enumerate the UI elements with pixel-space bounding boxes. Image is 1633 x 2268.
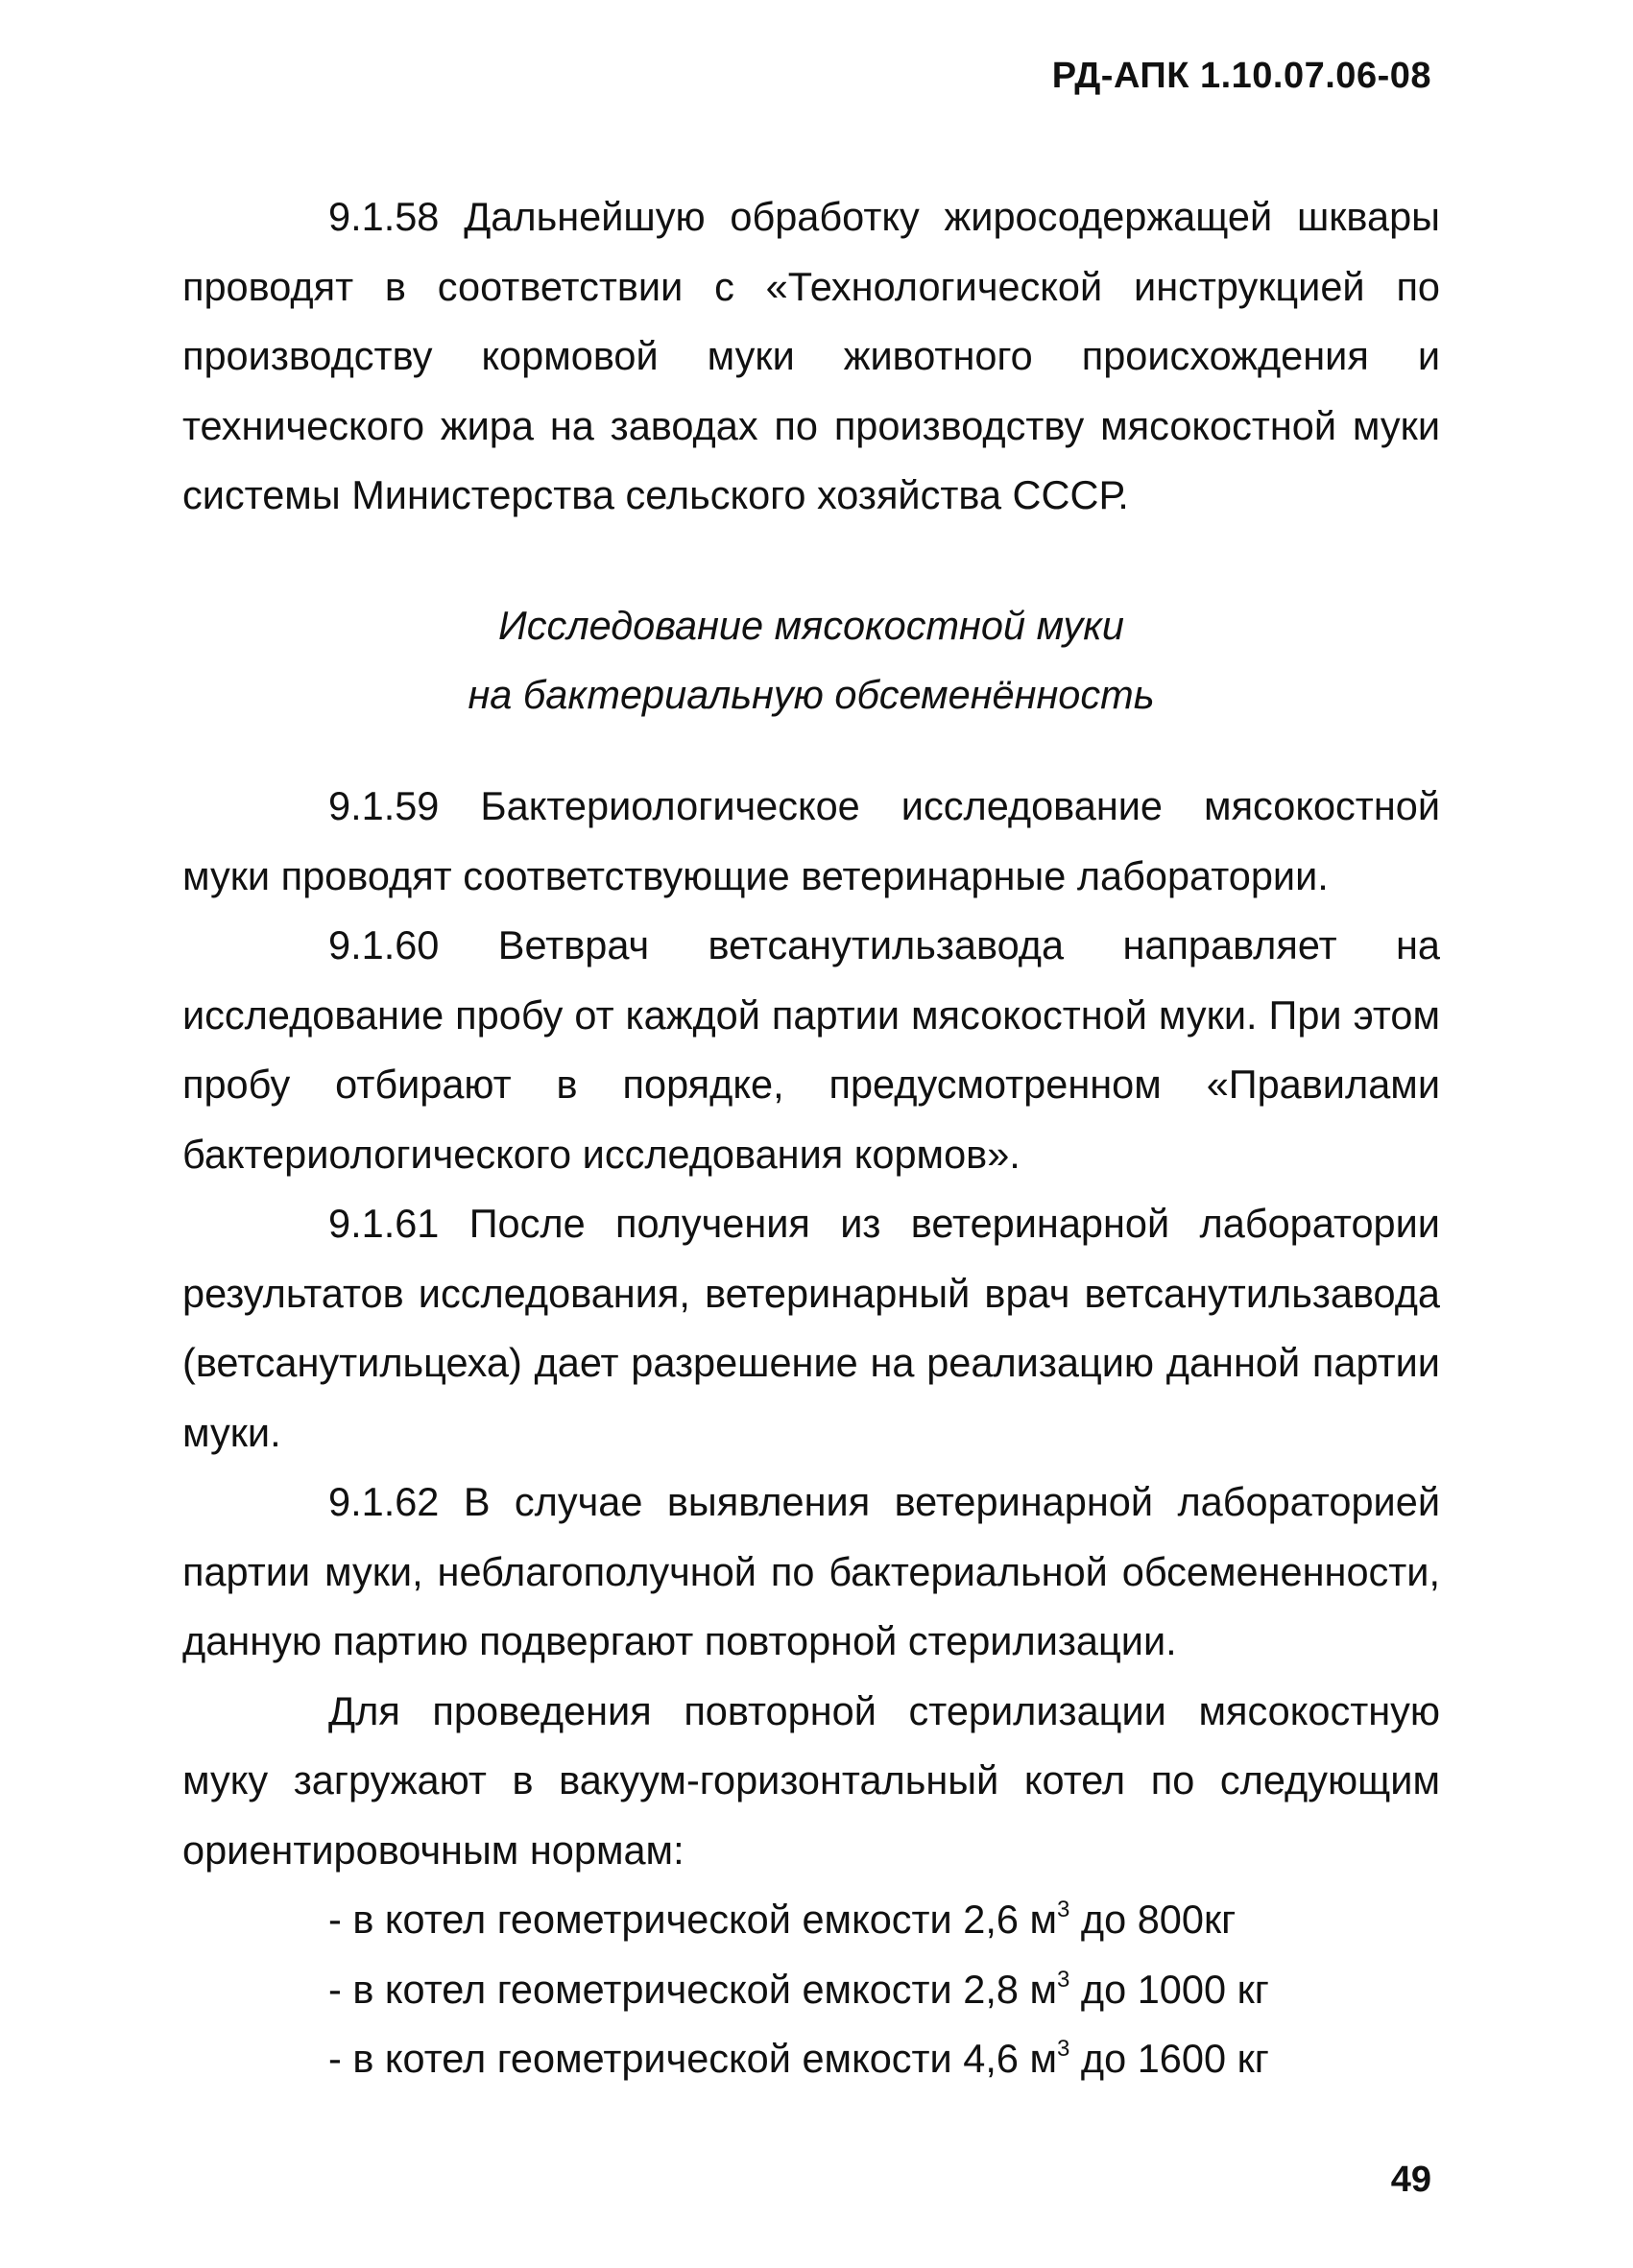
paragraph-9-1-59: 9.1.59 Бактериологическое исследование мясокостной муки проводят соответствующие ветеринарные лаборатории.: [182, 783, 1440, 898]
norms-item-superscript: 3: [1057, 1966, 1070, 1993]
paragraph-9-1-61: 9.1.61 После получения из ветеринарной лаборатории результатов исследования, ветеринарный врач ветсанутильзавода (ветсанутильцеха) дает разрешение на реализацию данной партии муки.: [182, 1201, 1440, 1455]
paragraph-9-1-60: 9.1.60 Ветврач ветсанутильзавода направляет на исследование пробу от каждой партии мясокостной муки. При этом пробу отбирают в порядке, предусмотренном «Правилами бактериологического исследования кормов».: [182, 922, 1440, 1177]
paragraph-block-2: [182, 772, 1440, 2094]
document-code: РД-АПК 1.10.07.06-08: [1051, 56, 1431, 96]
norms-item-text: - в котел геометрической емкости 4,6 м: [328, 2036, 1057, 2081]
norms-item-value: до 800кг: [1069, 1897, 1237, 1942]
section-heading-line-2: на бактериальную обсеменённость: [468, 672, 1155, 717]
page-number: 49: [1390, 2160, 1431, 2200]
paragraph-block-1: [182, 182, 1440, 531]
norms-item-superscript: 3: [1057, 1897, 1070, 1923]
paragraph-norms-intro: Для проведения повторной стерилизации мясокостную муку загружают в вакуум-горизонтальный котел по следующим ориентировочным нормам:: [182, 1687, 1440, 1873]
norms-item-value: до 1000 кг: [1069, 1966, 1269, 2012]
norms-list-item: [182, 1955, 1440, 2025]
paragraph-9-1-62: 9.1.62 В случае выявления ветеринарной лабораторией партии муки, неблагополучной по бактериальной обсемененности, данную партию подвергают повторной стерилизации.: [182, 1479, 1440, 1663]
section-heading: [182, 591, 1440, 729]
norms-item-text: - в котел геометрической емкости 2,8 м: [328, 1966, 1057, 2012]
norms-list-item: [182, 2024, 1440, 2094]
norms-list-item: [182, 1885, 1440, 1955]
norms-item-text: - в котел геометрической емкости 2,6 м: [328, 1897, 1057, 1942]
norms-item-value: до 1600 кг: [1069, 2036, 1269, 2081]
norms-item-superscript: 3: [1057, 2036, 1070, 2063]
section-heading-line-1: Исследование мясокостной муки: [498, 603, 1124, 648]
paragraph-9-1-58: 9.1.58 Дальнейшую обработку жиросодержащей шквары проводят в соответствии с «Технологической инструкцией по производству кормовой муки животного происхождения и технического жира на заводах по производству мясокостной муки системы Министерства сельского хозяйства СССР.: [182, 194, 1440, 517]
